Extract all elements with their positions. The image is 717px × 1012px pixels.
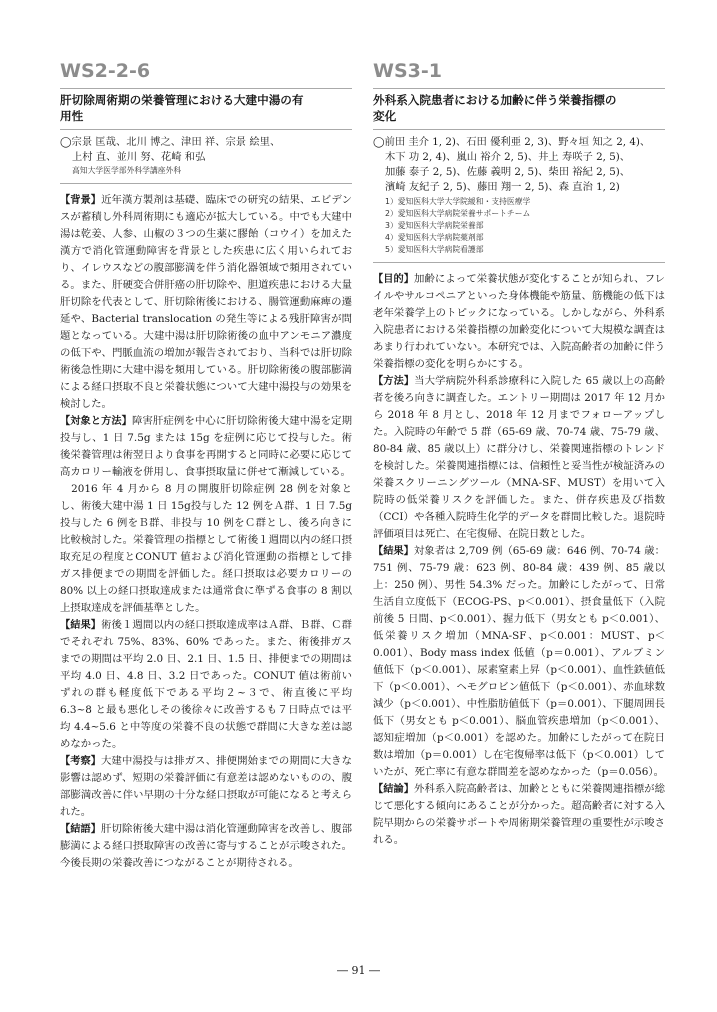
section-text: 肝切除術後大建中湯は消化管運動障害を改善し、腹部膨満による経口摂取障害の改善に寄与することが示唆された。今後長期の栄養改善につながることが期待される。 — [60, 823, 353, 869]
section-methods — [373, 373, 665, 543]
section-text: 対象者は 2,709 例（65-69 歳：646 例、70-74 歳：751 例、75-79 歳：623 例、80-84 歳：439 例、85 歳以上：250 例）、男性 54.3% だった。加齢にしたがって、日常生活自立度低下（ECOG-PS、p＜0.001）、摂食量低下（入院前後 5 日間、p＜0.001）、握力低下（男女とも p＜0.001）、低栄養リスク増加（MNA-SF、p＜0.001：MUST、p＜0.001）、Body mass index 低値（p＝0.001）、アルブミン値低下（p＜0.001）、尿素窒素上昇（p＜0.001）、血性鉄値低下（p＜0.001）、ヘモグロビン値低下（p＜0.001）、赤血球数減少（p＜0.001）、中性脂肪値低下（p＝0.001）、下腿周囲長低下（男女とも p＜0.001）、脳血管疾患増加（p＜0.001）、認知症増加（p＜0.001）を認めた。加齢にしたがって在院日数は増加（p＝0.001）し在宅復帰率は低下（p＜0.001）していたが、死亡率に有意な群間差を認めなかった（p＝0.056）。 — [373, 545, 665, 778]
affiliation: 高知大学医学部外科学講座外科 — [72, 166, 182, 175]
author-line: ◯宗景 匡哉、北川 博之、津田 祥、宗景 絵里、 — [60, 136, 281, 148]
title-line: 用性 — [60, 109, 84, 123]
abstract-code: WS3-1 — [373, 58, 665, 89]
section-methods — [60, 413, 352, 481]
title-line: 肝切除周術期の栄養管理における大建中湯の有 — [60, 93, 304, 107]
section-text: 当大学病院外科系診療科に入院した 65 歳以上の高齢者を後ろ向きに調査した。エントリー期間は 2017 年 12 月から 2018 年 8 月とし、2018 年 12 月までフォローアップした。入院時の年齢で 5 群（65-69 歳、70-74 歳、75-79 歳、80-84 歳、85 歳以上）に群分けし、栄養関連指標のトレンドを検討した。栄養関連指標には、信頼性と妥当性が検証済みの栄養スクリーニングツール（MNA-SF、MUST）を用いて入院時の低栄養リスクを評価した。また、併存疾患及び指数（CCI）や各種入院時生化学的データを群間比較した。退院時評価項目は死亡、在宅復帰、在院日数とした。 — [373, 375, 665, 540]
affiliation: 1）愛知医科大学大学院緩和・支持医療学 — [385, 197, 531, 206]
affiliation: 5）愛知医科大学病院看護部 — [385, 245, 484, 254]
section-text: 術後１週間以内の経口摂取達成率はＡ群、Ｂ群、Ｃ群でそれぞれ 75%、83%、60% であった。また、術後排ガスまでの期間は平均 2.0 日、2.1 日、1.5 日、排便までの期間は平均 4.0 日、4.8 日、3.2 日であった。CONUT 値は術前いずれの群も軽度低下である平均２~３で、術直後に平均 6.3~8 と最も悪化しその後徐々に改善するも７日時点では平均 4.4~5.6 と中等度の栄養不良の状態で群間に大きな差は認めなかった。 — [60, 619, 353, 750]
author-line: ◯前田 圭介 1, 2)、石田 優利亜 2, 3)、野々垣 知之 2, 4)、 — [373, 136, 651, 148]
affiliation: 3）愛知医科大学病院栄養部 — [385, 221, 484, 230]
author-line: 濱崎 友紀子 2, 5)、藤田 翔一 2, 5)、森 直治 1, 2) — [385, 181, 620, 193]
section-label: 【結果】 — [373, 546, 414, 557]
abstract-body — [373, 271, 665, 849]
page-number: ― 91 ― — [337, 964, 380, 977]
divider — [60, 183, 352, 184]
section-text: 大建中湯投与は排ガス、排便開始までの期間に大きな影響は認めず、短期の栄養評価に有意差は認めないものの、腹部膨満改善に伴い早期の十分な経口摂取が可能になると考えられた。 — [60, 755, 352, 818]
section-text: 外科系入院高齢者は、加齢とともに栄養関連指標が総じて悪化する傾向にあることが分かった。超高齢者に対する入院早期からの栄養サポートや周術期栄養管理の重要性が示唆される。 — [373, 783, 666, 846]
section-results — [60, 617, 352, 753]
section-label: 【方法】 — [373, 376, 415, 387]
section-background — [60, 192, 352, 413]
abstract-code: WS2-2-6 — [60, 58, 352, 89]
abstract-body — [60, 192, 352, 872]
section-label: 【結果】 — [60, 620, 102, 631]
affiliation: 2）愛知医科大学病院栄養サポートチーム — [385, 209, 531, 218]
section-discussion — [60, 753, 352, 821]
section-methods-cont — [60, 481, 352, 617]
right-abstract — [373, 58, 665, 849]
author-list — [373, 135, 665, 256]
section-results — [373, 543, 665, 781]
section-label: 【結論】 — [373, 784, 415, 795]
section-conclusion — [60, 821, 352, 872]
section-purpose — [373, 271, 665, 373]
left-abstract — [60, 58, 352, 872]
section-label: 【考察】 — [60, 756, 101, 767]
abstract-title — [373, 92, 665, 130]
section-label: 【結語】 — [60, 824, 102, 835]
section-label: 【対象と方法】 — [60, 416, 132, 427]
divider — [373, 262, 665, 263]
affiliation-list — [373, 196, 665, 256]
section-label: 【背景】 — [60, 195, 102, 206]
section-conclusion — [373, 781, 665, 849]
author-list — [60, 135, 352, 177]
abstract-title — [60, 92, 352, 130]
section-text: 近年漢方製剤は基礎、臨床での研究の結果、エビデンスが蓄積し外科周術期にも適応が拡大している。中でも大建中湯は乾姜、人参、山椒の３つの生薬に膠飴（コウイ）を加えた漢方で消化管運動障害を背景とした疾患に広く用いられており、イレウスなどの腹部膨満を伴う消化器領域で頻用されている。また、肝硬変合併肝癌の肝切除や、胆道疾患における大量肝切除を代表として、肝切除術後における、腸管運動麻痺の遷延や、Bacterial translocation の発生等による残肝障害が問題となっている。大建中湯は肝切除術後の血中アンモニア濃度の低下や、門脈血流の増加が報告されており、当科では肝切除術後急性期に大建中湯を頻用している。肝切除術後の腹部膨満による経口摂取不良と栄養状態について大建中湯投与の効果を検討した。 — [60, 194, 352, 410]
title-line: 外科系入院患者における加齢に伴う栄養指標の — [373, 93, 617, 107]
section-text: 加齢によって栄養状態が変化することが知られ、フレイルやサルコペニアといった身体機能や筋量、筋機能の低下は老年栄養学上のトピックになっている。しかしながら、外科系入院患者における栄養指標の加齢変化について大規模な調査はあまり行われていない。本研究では、入院高齢者の加齢に伴う栄養指標の変化を明らかにする。 — [373, 273, 665, 370]
author-line: 上村 直、並川 努、花崎 和弘 — [72, 151, 206, 163]
section-text: 障害肝症例を中心に肝切除術後大建中湯を定期投与し、1 日 7.5g または 15g を症例に応じて投与した。術後栄養管理は術翌日より食事を再開すると同時に必要に応じて高カロリー輸液を併用し、食事摂取量に併せて漸減している。 — [60, 415, 353, 478]
section-label: 【目的】 — [373, 274, 414, 285]
title-line: 変化 — [373, 109, 397, 123]
author-line: 加藤 泰子 2, 5)、佐藤 義明 2, 5)、柴田 裕紀 2, 5)、 — [385, 166, 631, 178]
section-text: 2016 年 4 月から 8 月の開腹肝切除症例 28 例を対象とし、術後大建中湯 1 日 15g投与した 12 例をＡ群、1 日 7.5g 投与した 6 例をＢ群、非投与 10 例をＣ群とし、後ろ向きに比較検討した。栄養管理の指標として術後１週間以内の経口摂取充足の程度とCONUT 値および消化管運動の指標として排ガス排便までの期間を評価した。経口摂取は必要カロリーの 80% 以上の経口摂取達成または通常食に準ずる食事の 8 割以上摂取達成を評価基準とした。 — [60, 483, 352, 614]
affiliation: 4）愛知医科大学病院薬剤部 — [385, 233, 484, 242]
author-line: 木下 功 2, 4)、嵐山 裕介 2, 5)、井上 寿咲子 2, 5)、 — [385, 151, 631, 163]
